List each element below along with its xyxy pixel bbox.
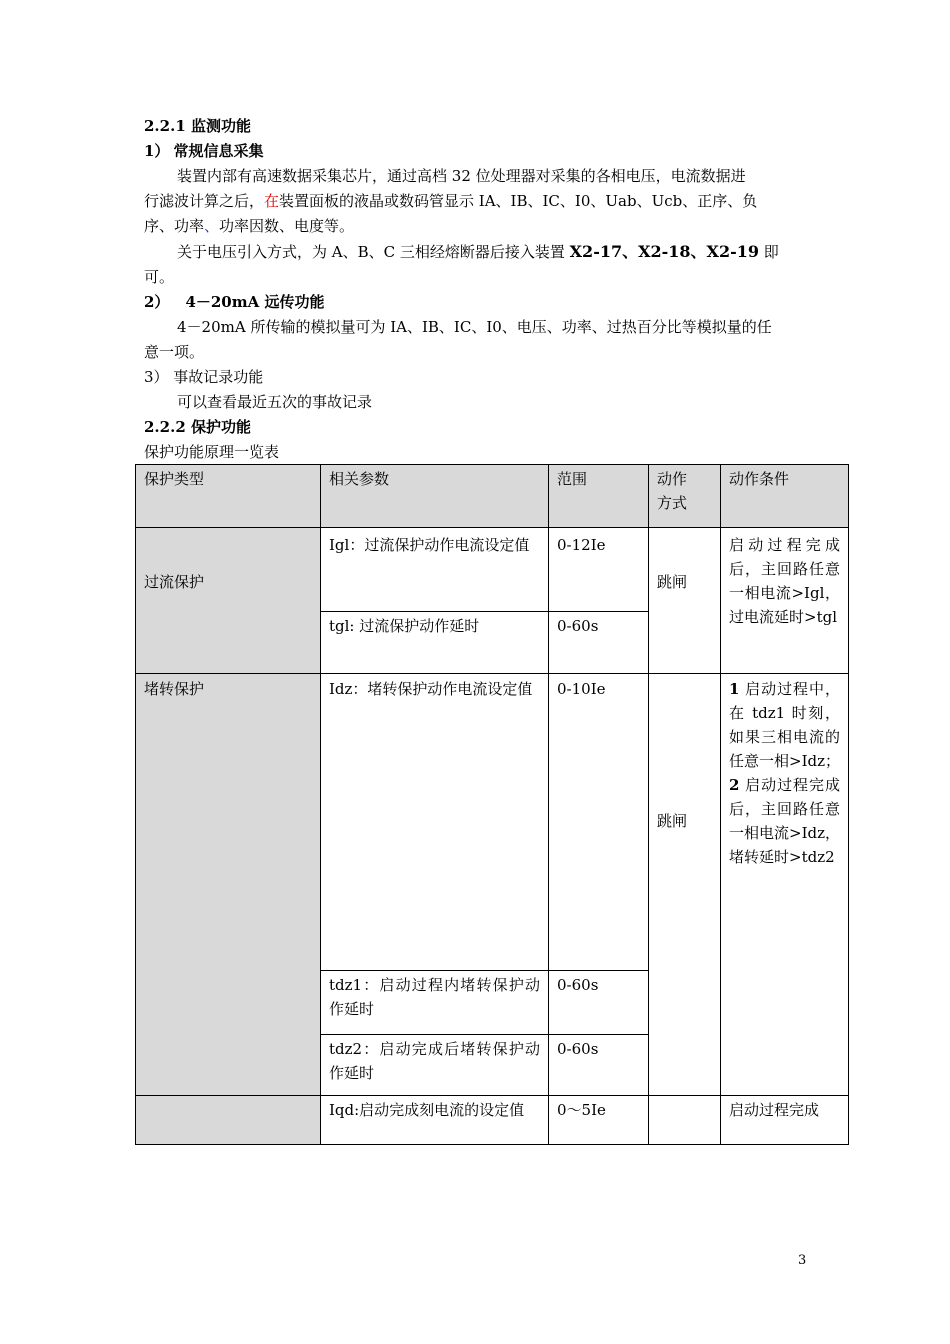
paragraph-line: 装置内部有高速数据采集芯片，通过高档 32 位处理器对采集的各相电压，电流数据进 xyxy=(177,167,746,185)
subheading-4-20ma xyxy=(144,290,808,315)
header-range: 范围 xyxy=(549,465,649,528)
cell-range-idz: 0-10Ie xyxy=(549,674,649,971)
table-row xyxy=(136,674,849,971)
condition-number: 2 xyxy=(729,776,740,794)
cell-condition-start: 启动过程完成 xyxy=(721,1096,849,1145)
cell-range-tdz2: 0-60s xyxy=(549,1035,649,1096)
subheading-regular-info xyxy=(144,139,808,164)
table-row xyxy=(136,528,849,612)
text-run: 关于电压引入方式，为 A、B、C 三相经熔断器后接入装置 xyxy=(177,243,570,261)
document-body xyxy=(144,114,808,465)
text-run: 装置面板的液晶或数码管显示 IA、IB、IC、I0、Uab、Ucb、正序、负 xyxy=(279,192,758,210)
cell-range-tgl: 0-60s xyxy=(549,612,649,674)
cell-type-stall: 堵转保护 xyxy=(136,674,321,1096)
cell-action-stall: 跳闸 xyxy=(649,674,721,1096)
section-heading-2-2-2: 2.2.2 保护功能 xyxy=(144,418,251,436)
subheading-number: 1） xyxy=(144,142,170,160)
cell-action-start xyxy=(649,1096,721,1145)
subheading-fault-record: 3） 事故记录功能 xyxy=(144,368,264,386)
cell-action-overcurrent: 跳闸 xyxy=(649,528,721,674)
cell-param-iqd: Iqd:启动完成刻电流的设定值 xyxy=(321,1096,549,1145)
cell-condition-stall xyxy=(721,674,849,1096)
page-number: 3 xyxy=(798,1253,807,1268)
header-action-mode xyxy=(649,465,721,528)
paragraph-line xyxy=(144,214,808,239)
paragraph-line: 4－20mA 所传输的模拟量可为 IA、IB、IC、I0、电压、功率、过热百分比等模拟量的任 xyxy=(177,318,772,336)
cell-range-igl: 0-12Ie xyxy=(549,528,649,612)
red-highlight-text: 在 xyxy=(264,192,280,210)
text-run: 即 xyxy=(759,243,779,261)
table-header-row xyxy=(136,465,849,528)
cell-param-tgl: tgl: 过流保护动作延时 xyxy=(321,612,549,674)
condition-text: 启动过程完成后，主回路任意一相电流>Idz，堵转延时>tdz2 xyxy=(729,776,840,866)
header-text: 动作 xyxy=(657,470,688,488)
paragraph-line: 可。 xyxy=(144,268,175,286)
table-row xyxy=(136,1096,849,1145)
blue-highlight-text: 、 xyxy=(204,217,220,235)
cell-param-tdz1: tdz1：启动过程内堵转保护动作延时 xyxy=(321,971,549,1035)
paragraph-line xyxy=(144,189,808,214)
text-run: 序、功率 xyxy=(144,217,205,235)
cell-type-overcurrent: 过流保护 xyxy=(136,528,321,674)
cell-range-iqd: 0～5Ie xyxy=(549,1096,649,1145)
cell-type-start xyxy=(136,1096,321,1145)
paragraph-line: 意一项。 xyxy=(144,343,205,361)
cell-condition-overcurrent: 启动过程完成后，主回路任意一相电流>Igl，过电流延时>tgl xyxy=(721,528,849,674)
header-text: 方式 xyxy=(657,494,688,512)
cell-range-tdz1: 0-60s xyxy=(549,971,649,1035)
terminal-numbers: X2-17、X2-18、X2-19 xyxy=(569,242,760,261)
header-related-params: 相关参数 xyxy=(321,465,549,528)
paragraph-line xyxy=(144,239,808,265)
cell-param-igl: Igl：过流保护动作电流设定值 xyxy=(321,528,549,612)
table-caption: 保护功能原理一览表 xyxy=(144,443,280,461)
paragraph-line: 可以查看最近五次的事故记录 xyxy=(177,393,373,411)
cell-param-idz: Idz：堵转保护动作电流设定值 xyxy=(321,674,549,971)
header-protection-type: 保护类型 xyxy=(136,465,321,528)
section-heading-2-2-1: 2.2.1 监测功能 xyxy=(144,117,251,135)
subheading-number: 2） xyxy=(144,293,170,311)
protection-table xyxy=(135,464,849,1145)
text-run: 行滤波计算之后， xyxy=(144,192,265,210)
cell-param-tdz2: tdz2：启动完成后堵转保护动作延时 xyxy=(321,1035,549,1096)
condition-text: 启动过程中，在 tdz1 时刻，如果三相电流的任意一相>Idz； xyxy=(729,680,840,770)
subheading-text: 4－20mA 远传功能 xyxy=(185,293,325,311)
header-action-condition: 动作条件 xyxy=(721,465,849,528)
subheading-text: 常规信息采集 xyxy=(173,142,264,160)
text-run: 功率因数、电度等。 xyxy=(219,217,355,235)
condition-number: 1 xyxy=(729,680,740,698)
